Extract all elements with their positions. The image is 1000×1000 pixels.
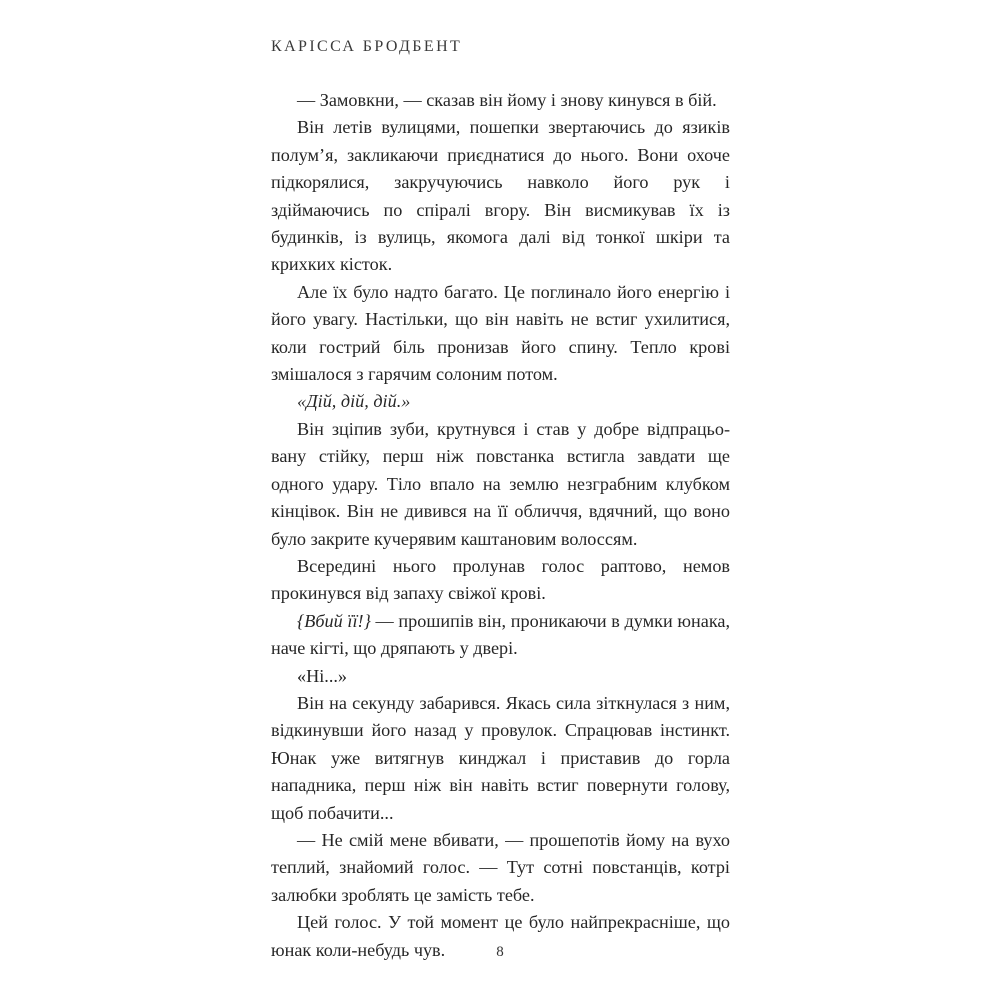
paragraph: Всередині нього пролунав голос раптово, немов прокинувся від запаху свіжої крові.: [271, 555, 730, 604]
paragraph: Але їх було надто багато. Це поглинало його енергію і його увагу. Настільки, що він навіть не встиг ухилитися, коли гострий біль пронизав його спину. Тепло крові змішалося з гарячим солоним потом.: [271, 281, 730, 385]
paragraph: Він летів вулицями, пошепки звертаючись до язиків полум’я, закликаючи приєднатися до нього. Вони охоче підкорялися, закручуючись навколо його рук і здіймаючись по спіралі вгору. Він висмикував їх із будинків, із вулиць, якомога далі від тонкої шкіри та крихких кісток.: [271, 117, 730, 275]
italic-thought-line: «Дій, дій, дій.»: [297, 391, 411, 412]
paragraph-rest: — прошипів він, проникаючи в думки юнака, наче кігті, що дряпають у двері.: [271, 610, 730, 659]
page-number: 8: [496, 944, 504, 960]
paragraph: «Ні...»: [297, 665, 348, 686]
page-body-text: [271, 87, 730, 964]
paragraph-with-italic-speech: [271, 608, 730, 663]
paragraph: Цей голос. У той момент це було найпрекрасніше, що юнак коли-небудь чув.: [271, 912, 730, 960]
paragraph: — Не смій мене вбивати, — прошепотів йому на вухо теплий, знайомий голос. — Тут сотні повстанців, котрі залюбки зроблять це замість тебе.: [271, 829, 730, 905]
paragraph: Він на секунду забарився. Якась сила зіткнулася з ним, відкинувши його назад у провулок. Спрацював інстинкт. Юнак уже витягнув кинджал і приставив до горла нападника, перш ніж він навіть встиг повернути голову, щоб побачити...: [271, 692, 730, 823]
running-head-author: КАРІССА БРОДБЕНТ: [271, 38, 463, 55]
paragraph: Він зціпив зуби, крутнувся і став у добре відпрацьовану стійку, перш ніж повстанка встигла завдати ще одного удару. Тіло впало на землю незграбним клубком кінцівок. Він не дивився на її обличчя, вдячний, що воно було закрите кучерявим каштановим волоссям.: [271, 418, 730, 549]
paragraph: — Замовкни, — сказав він йому і знову кинувся в бій.: [297, 90, 717, 110]
italic-speech: {Вбий її!}: [297, 610, 371, 631]
